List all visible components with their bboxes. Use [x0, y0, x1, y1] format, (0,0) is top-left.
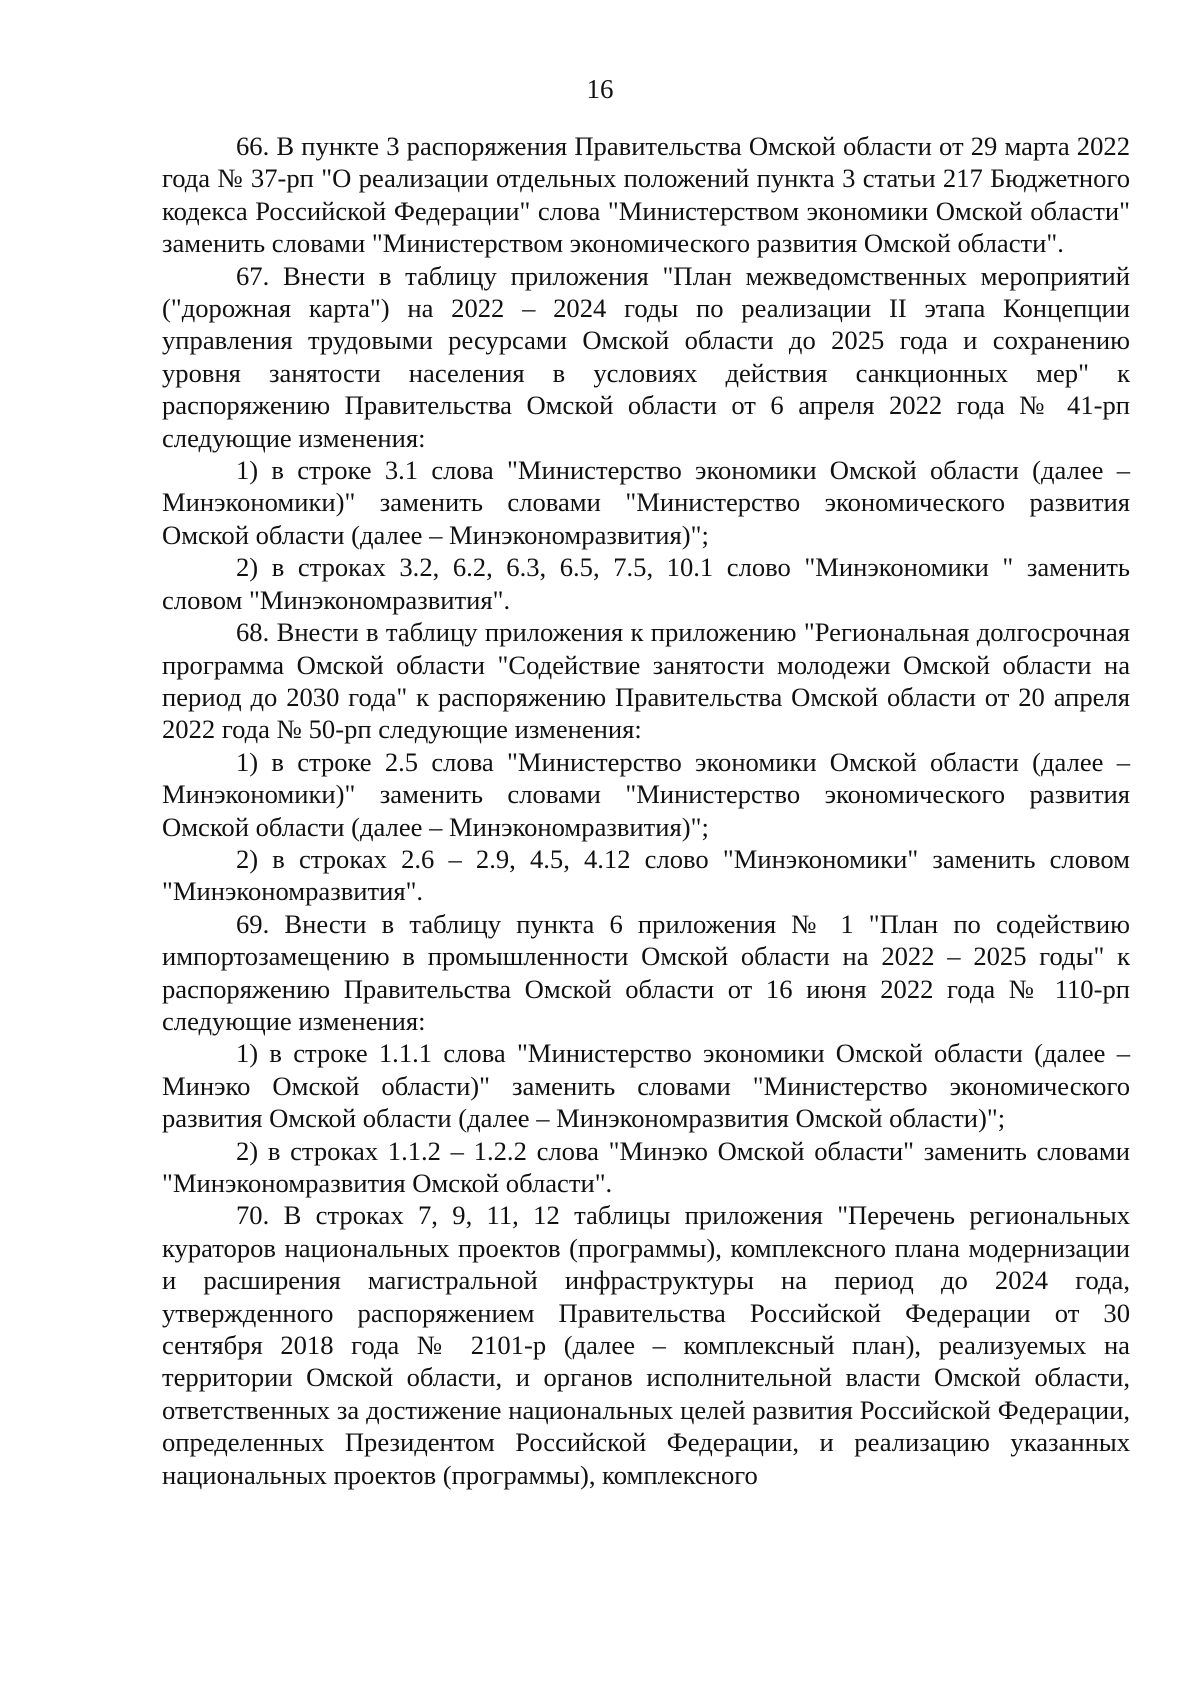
paragraph-66: 66. В пункте 3 распоряжения Правительства Омской области от 29 марта 2022 года № 37-рп "О реализации отдельных положений пункта 3 статьи 217 Бюджетного кодекса Российской Федерации" слова "Министерством экономики Омской области" заменить словами "Министерством экономического развития Омской области".	[162, 131, 1130, 259]
document-body	[162, 130, 1130, 1491]
paragraph-67: 67. Внести в таблицу приложения "План межведомственных мероприятий ("дорожная карта") на 2022 – 2024 годы по реализации II этапа Концепции управления трудовыми ресурсами Омской области до 2025 года и сохранению уровня занятости населения в условиях действия санкционных мер" к распоряжению Правительства Омской области от 6 апреля 2022 года № 41-рп следующие изменения:	[162, 260, 1130, 453]
paragraph-68-item-1: 1) в строке 2.5 слова "Министерство экономики Омской области (далее – Минэкономики)" заменить словами "Министерство экономического развития Омской области (далее – Минэкономразвития)";	[162, 746, 1130, 842]
paragraph-69: 69. Внести в таблицу пункта 6 приложения № 1 "План по содействию импортозамещению в промышленности Омской области на 2022 – 2025 годы" к распоряжению Правительства Омской области от 16 июня 2022 года № 110-рп следующие изменения:	[162, 908, 1130, 1036]
paragraph-68: 68. Внести в таблицу приложения к приложению "Региональная долгосрочная программа Омской области "Содействие занятости молодежи Омской области на период до 2030 года" к распоряжению Правительства Омской области от 20 апреля 2022 года № 50-рп следующие изменения:	[162, 617, 1130, 745]
paragraph-70: 70. В строках 7, 9, 11, 12 таблицы приложения "Перечень региональных кураторов национальных проектов (программы), комплексного плана модернизации и расширения магистральной инфраструктуры на период до 2024 года, утвержденного распоряжением Правительства Российской Федерации от 30 сентября 2018 года № 2101-р (далее – комплексный план), реализуемых на территории Омской области, и органов исполнительной власти Омской области, ответственных за достижение национальных целей развития Российской Федерации, определенных Президентом Российской Федерации, и реализацию указанных национальных проектов (программы), комплексного	[162, 1200, 1130, 1490]
paragraph-69-item-2: 2) в строках 1.1.2 – 1.2.2 слова "Минэко Омской области" заменить словами "Минэкономразвития Омской области".	[162, 1135, 1130, 1198]
page-number: 16	[586, 74, 614, 104]
paragraph-67-item-1: 1) в строке 3.1 слова "Министерство экономики Омской области (далее – Минэкономики)" заменить словами "Министерство экономического развития Омской области (далее – Минэкономразвития)";	[162, 455, 1130, 550]
paragraph-67-item-2: 2) в строках 3.2, 6.2, 6.3, 6.5, 7.5, 10.1 слово "Минэкономики " заменить словом "Минэкономразвития".	[162, 552, 1130, 615]
paragraph-69-item-1: 1) в строке 1.1.1 слова "Министерство экономики Омской области (далее – Минэко Омской области)" заменить словами "Министерство экономического развития Омской области (далее – Минэкономразвития Омской области)";	[162, 1038, 1130, 1134]
paragraph-68-item-2: 2) в строках 2.6 – 2.9, 4.5, 4.12 слово "Минэкономики" заменить словом "Минэкономразвития".	[162, 843, 1130, 907]
